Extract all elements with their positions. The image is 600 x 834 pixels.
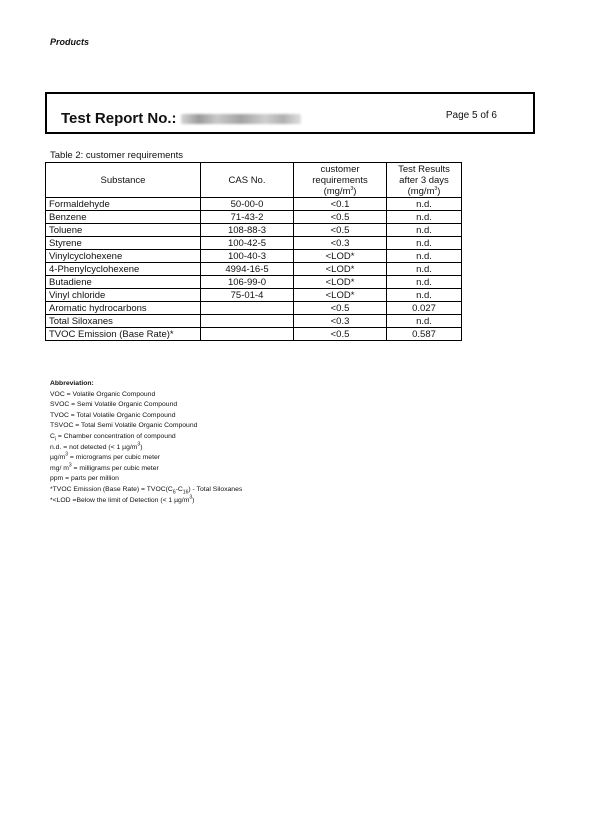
cell-substance: Aromatic hydrocarbons (46, 302, 201, 315)
cell-requirement: <0.5 (294, 224, 387, 237)
cell-cas (201, 328, 294, 341)
header-req-line1: customer (320, 163, 360, 175)
cell-requirement: <0.3 (294, 315, 387, 328)
abbr-tv-sub2: 16 (182, 489, 189, 496)
table-header-row (46, 163, 462, 198)
header-res-line2: after 3 days (399, 174, 449, 186)
report-header-box (45, 92, 535, 134)
abbr-nd-text: n.d. = not detected (< 1 µg/m (50, 443, 138, 451)
abbr-nd-close: ) (140, 443, 143, 451)
header-res-unit: (mg/m (407, 185, 435, 197)
cell-requirement: <LOD* (294, 250, 387, 263)
table-row (46, 328, 462, 341)
cell-cas: 71-43-2 (201, 211, 294, 224)
abbr-tsvoc: TSVOC = Total Semi Volatile Organic Compound (50, 422, 198, 430)
report-title-label: Test Report No.: (61, 110, 177, 127)
cell-result: n.d. (387, 263, 462, 276)
cell-requirement: <0.5 (294, 302, 387, 315)
cell-substance: Total Siloxanes (46, 315, 201, 328)
cell-result: n.d. (387, 224, 462, 237)
cell-substance: Toluene (46, 224, 201, 237)
table-caption: Table 2: customer requirements (50, 150, 184, 161)
abbr-not-detected (50, 443, 242, 454)
header-requirements (294, 163, 387, 198)
header-req-line2: requirements (312, 174, 368, 186)
header-res-line1: Test Results (398, 163, 450, 175)
abbr-milligrams (50, 464, 242, 475)
cell-result: 0.027 (387, 302, 462, 315)
cell-requirement: <0.5 (294, 211, 387, 224)
cell-cas: 100-42-5 (201, 237, 294, 250)
abbr-ug-sup: 3 (65, 451, 69, 458)
table-row (46, 276, 462, 289)
table-row (46, 315, 462, 328)
cell-cas: 50-00-0 (201, 198, 294, 211)
cell-requirement: <0.1 (294, 198, 387, 211)
header-substance: Substance (46, 163, 201, 198)
abbr-mg-sup: 3 (68, 462, 72, 469)
cell-requirement: <LOD* (294, 276, 387, 289)
table-row (46, 198, 462, 211)
abbr-lod-sup: 3 (189, 494, 193, 501)
cell-cas: 100-40-3 (201, 250, 294, 263)
cell-substance: Styrene (46, 237, 201, 250)
table-row (46, 302, 462, 315)
cell-cas: 4994-16-5 (201, 263, 294, 276)
cell-substance: Butadiene (46, 276, 201, 289)
abbr-voc: VOC = Volatile Organic Compound (50, 390, 156, 398)
abbr-mg-text: = milligrams per cubic meter (71, 464, 159, 472)
cell-result: n.d. (387, 315, 462, 328)
table-row (46, 263, 462, 276)
cell-requirement: <0.3 (294, 237, 387, 250)
header-res-unit-close: ) (437, 185, 441, 197)
header-cas: CAS No. (201, 163, 294, 198)
table-row (46, 224, 462, 237)
abbr-lod (50, 496, 242, 507)
section-label: Products (50, 37, 90, 47)
table-row (46, 211, 462, 224)
header-req-unit: (mg/m (323, 185, 351, 197)
abbr-lod-close: ) (192, 496, 195, 504)
table-row (46, 250, 462, 263)
abbr-cc-sub: i (54, 436, 57, 443)
abbr-ppm: ppm = parts per million (50, 475, 119, 483)
cell-substance: 4-Phenylcyclohexene (46, 263, 201, 276)
cell-result: n.d. (387, 211, 462, 224)
abbr-micrograms (50, 453, 242, 464)
cell-result: n.d. (387, 250, 462, 263)
abbr-tv-text-a: *TVOC Emission (Base Rate) = TVOC(C (50, 485, 173, 493)
abbr-tv-mid: -C (175, 485, 183, 493)
abbr-tvoc: TVOC = Total Volatile Organic Compound (50, 411, 176, 419)
cell-substance: Benzene (46, 211, 201, 224)
header-res-unit-sup: 3 (434, 185, 438, 192)
cell-cas: 108-88-3 (201, 224, 294, 237)
cell-substance: Vinylcyclohexene (46, 250, 201, 263)
abbr-tv-text-b: ) - Total Siloxanes (188, 485, 243, 493)
cell-cas: 106-99-0 (201, 276, 294, 289)
cell-cas (201, 302, 294, 315)
cell-result: n.d. (387, 237, 462, 250)
abbr-lod-text: *<LOD =Below the limit of Detection (< 1 µg/m (50, 496, 190, 504)
abbr-tvoc-base-rate (50, 485, 242, 496)
cell-result: n.d. (387, 289, 462, 302)
customer-requirements-table (45, 162, 462, 341)
report-title (61, 110, 301, 127)
cell-requirement: <LOD* (294, 263, 387, 276)
cell-cas: 75-01-4 (201, 289, 294, 302)
header-req-unit-close: ) (353, 185, 357, 197)
cell-result: 0.587 (387, 328, 462, 341)
abbr-nd-sup: 3 (137, 441, 141, 448)
table-row (46, 289, 462, 302)
cell-cas (201, 315, 294, 328)
cell-result: n.d. (387, 276, 462, 289)
header-req-unit-sup: 3 (350, 185, 354, 192)
abbr-ug-text: = micrograms per cubic meter (68, 454, 161, 462)
cell-requirement: <LOD* (294, 289, 387, 302)
cell-substance: TVOC Emission (Base Rate)* (46, 328, 201, 341)
abbr-cc-symbol: C (50, 432, 55, 440)
abbr-chamber-concentration (50, 432, 242, 443)
cell-substance: Formaldehyde (46, 198, 201, 211)
table-row (46, 237, 462, 250)
abbr-svoc: SVOC = Semi Volatile Organic Compound (50, 401, 178, 409)
abbr-tv-sub1: 6 (172, 489, 176, 496)
abbr-cc-text: = Chamber concentration of compound (56, 432, 176, 440)
header-results (387, 163, 462, 198)
redacted-report-number (181, 114, 301, 124)
abbreviation-section (50, 379, 242, 506)
abbreviation-heading: Abbreviation: (50, 380, 94, 387)
abbr-mg-unit: mg/ m (50, 464, 69, 472)
cell-substance: Vinyl chloride (46, 289, 201, 302)
cell-result: n.d. (387, 198, 462, 211)
abbr-ug-unit: µg/m (50, 454, 66, 462)
cell-requirement: <0.5 (294, 328, 387, 341)
page-number: Page 5 of 6 (445, 110, 497, 121)
